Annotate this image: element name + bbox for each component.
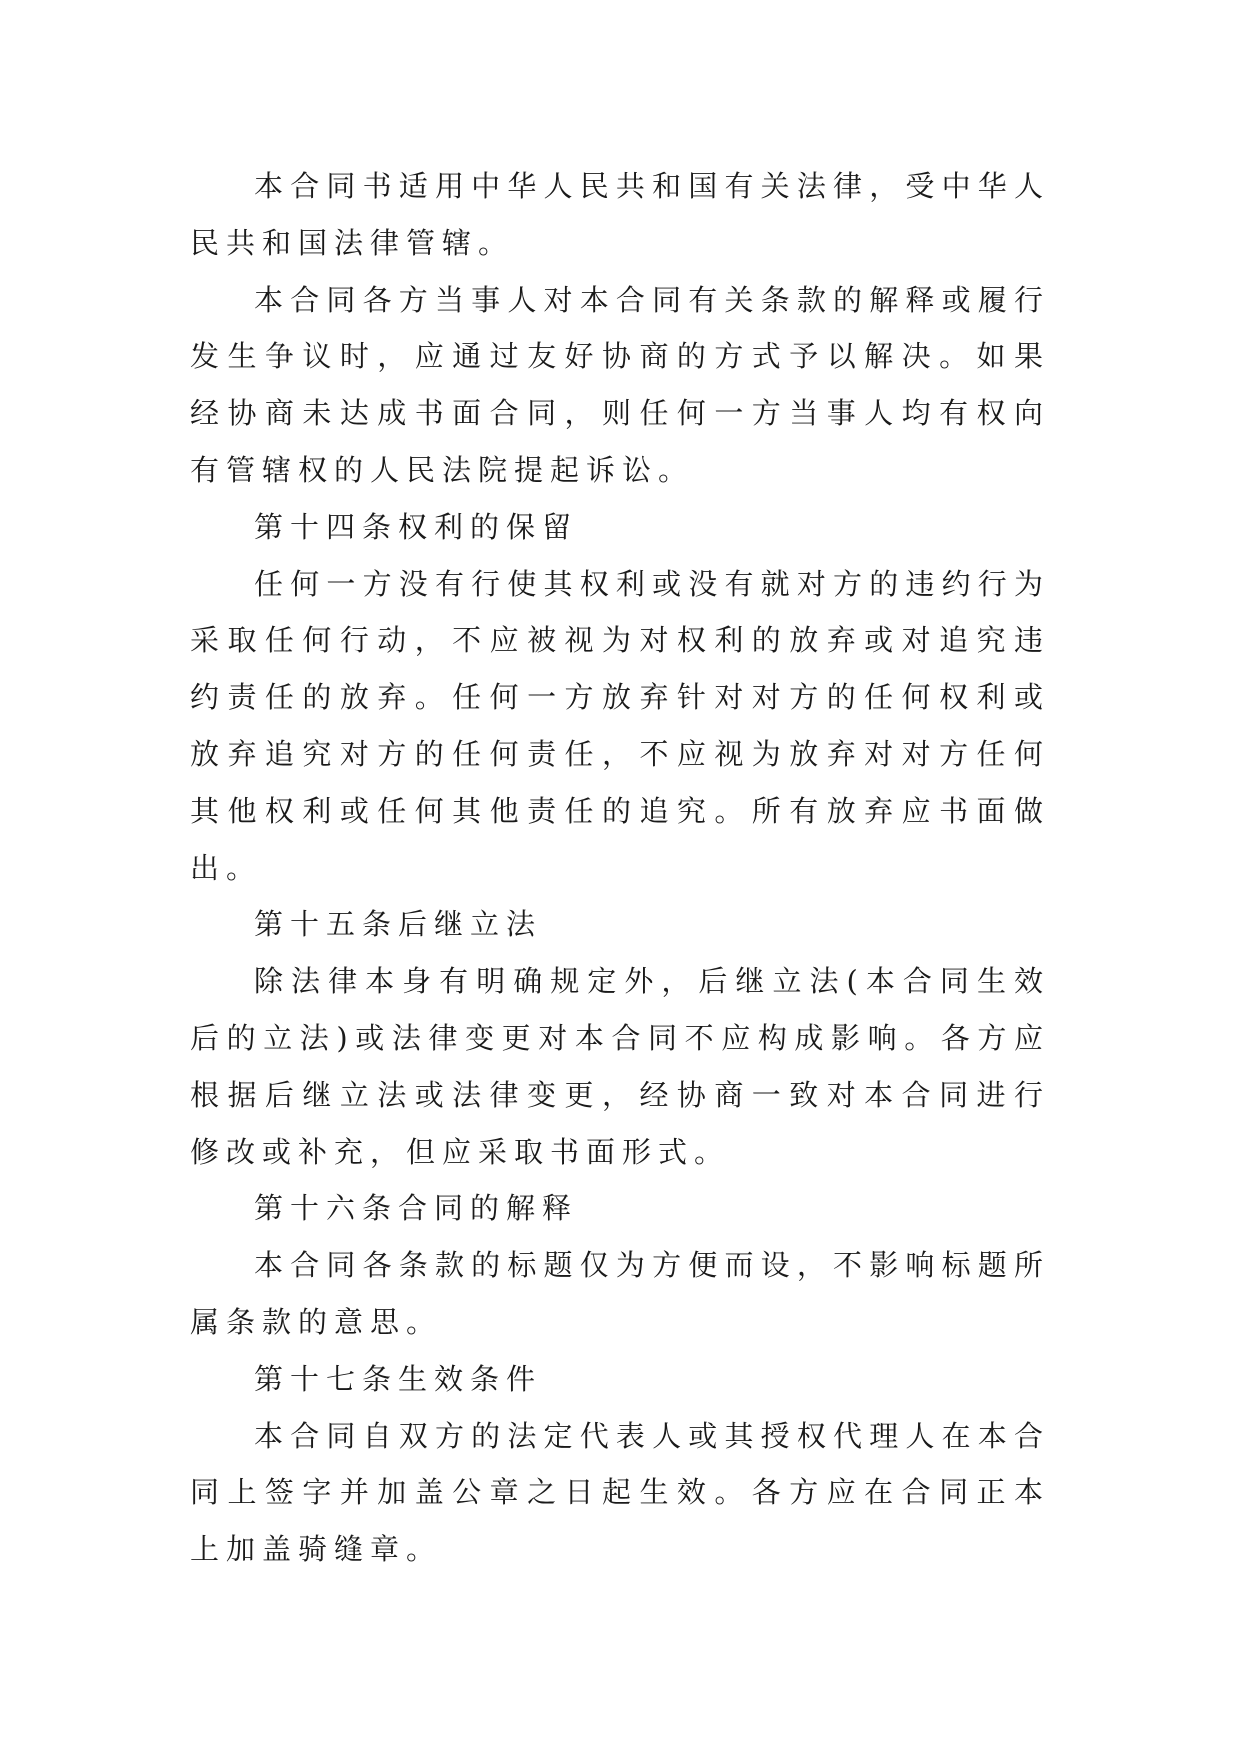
heading-article-14: 第十四条权利的保留 bbox=[254, 509, 579, 544]
paragraph-dispute-resolution: 本合同各方当事人对本合同有关条款的解释或履行发生争议时，应通过友好协商的方式予以解决。如果经协商未达成书面合同，则任何一方当事人均有权向有管辖权的人民法院提起诉讼。 bbox=[190, 282, 1050, 487]
heading-article-17: 第十七条生效条件 bbox=[254, 1361, 543, 1396]
paragraph-rights-reservation: 任何一方没有行使其权利或没有就对方的违约行为采取任何行动，不应被视为对权利的放弃或对追究违约责任的放弃。任何一方放弃针对对方的任何权利或放弃追究对方的任何责任，不应视为放弃对对方任何其他权利或任何其他责任的追究。所有放弃应书面做出。 bbox=[190, 566, 1050, 885]
document-page bbox=[190, 158, 1050, 1578]
paragraph-interpretation: 本合同各条款的标题仅为方便而设，不影响标题所属条款的意思。 bbox=[190, 1248, 1050, 1339]
paragraph-governing-law: 本合同书适用中华人民共和国有关法律，受中华人民共和国法律管辖。 bbox=[190, 169, 1050, 260]
heading-article-15: 第十五条后继立法 bbox=[254, 907, 543, 942]
paragraph-effective-conditions: 本合同自双方的法定代表人或其授权代理人在本合同上签字并加盖公章之日起生效。各方应在合同正本上加盖骑缝章。 bbox=[190, 1418, 1050, 1567]
paragraph-subsequent-legislation: 除法律本身有明确规定外，后继立法(本合同生效后的立法)或法律变更对本合同不应构成影响。各方应根据后继立法或法律变更，经协商一致对本合同进行修改或补充，但应采取书面形式。 bbox=[190, 964, 1050, 1169]
heading-article-16: 第十六条合同的解释 bbox=[254, 1191, 579, 1226]
